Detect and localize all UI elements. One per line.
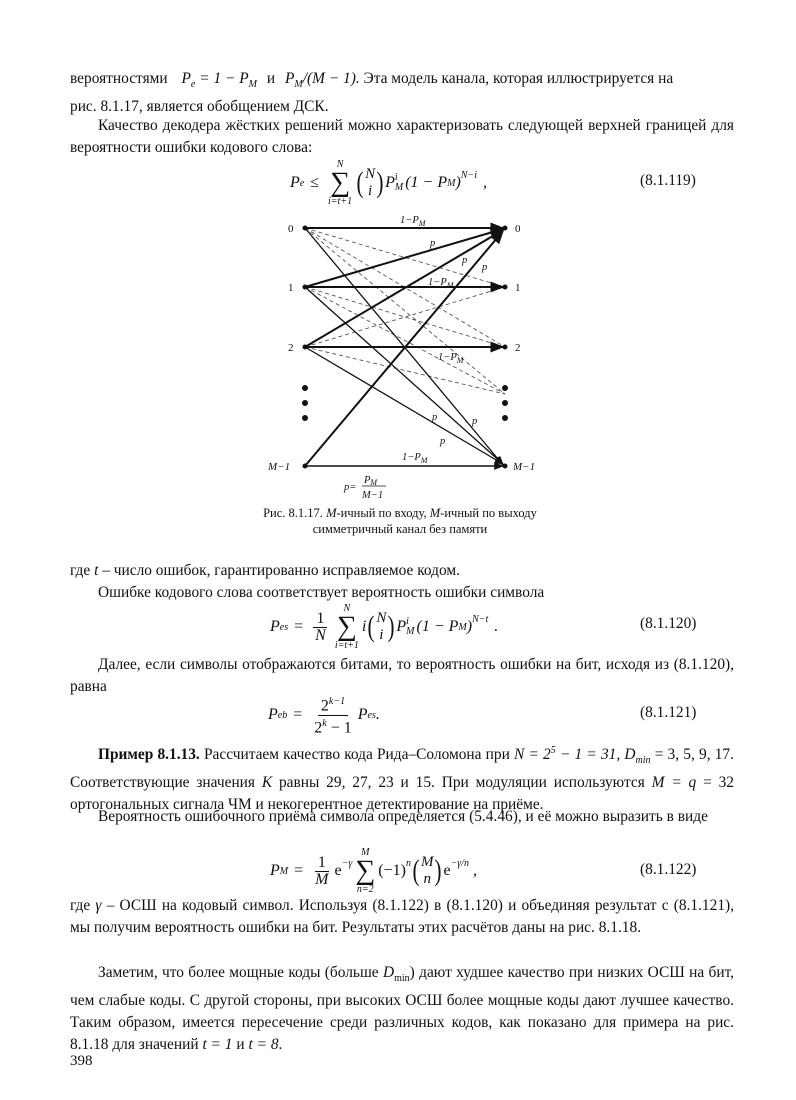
math-op: = [294, 618, 304, 635]
dashed-transitions [305, 228, 505, 394]
text-span: вероятностями [70, 70, 168, 87]
label-p2: p [462, 255, 468, 266]
math-op: ≤ [310, 174, 320, 191]
math-sub: M [248, 79, 257, 91]
math-expr: (1 − P [405, 174, 448, 191]
sum-symbol: M ∑ n=2 [355, 847, 376, 895]
math-sub: M [394, 182, 404, 193]
math-var: P [290, 174, 300, 191]
math-var: t [94, 562, 99, 579]
node-left-m: M−1 [268, 461, 291, 473]
equation-8-1-119 [290, 158, 487, 208]
equation-number: (8.1.120) [640, 615, 697, 632]
text-span: равны 29, 27, 23 и 15. При модуляции используются [278, 774, 645, 792]
node-left-0: 0 [288, 223, 294, 235]
paragraph-quality: Качество декодера жёстких решений можно характеризовать следующей верхней границей для вероятности ошибки кодового слова: [70, 117, 734, 156]
math-expr: = 32 [703, 774, 734, 792]
math-expr: t = 1 [202, 1036, 233, 1054]
math-expr: /(M − 1). [302, 70, 360, 87]
channel-diagram [260, 214, 550, 504]
equation-number: (8.1.121) [640, 704, 697, 721]
text-span: – ОСШ на кодовый символ. Используя (8.1.122) в (8.1.120) и объединяя результат с (8.1.121), мы получим вероятность ошибки на бит. Результаты этих расчётов даны на рис. 8.1.18. [70, 897, 734, 936]
math-expr: − 1 [330, 718, 352, 736]
sum-upper: N [336, 159, 344, 170]
binomial: ( N i ) [356, 166, 384, 199]
binom-bottom: i [368, 183, 373, 199]
paragraph-symbol-prob: Вероятность ошибочного приёма символа определяется (5.4.46), и её можно выразить в виде [98, 808, 708, 825]
label-mid2: $1-P_M$ [438, 352, 464, 365]
label-p-def-num: PM [364, 475, 378, 487]
math-sup: k [322, 717, 327, 729]
sum-upper: N [343, 603, 351, 614]
math-sup: i [406, 616, 409, 627]
node-left-1: 1 [288, 282, 294, 294]
binom-top: M [420, 854, 434, 870]
text-span: и [236, 1036, 245, 1054]
math-op: = [293, 706, 303, 723]
math-sup: N−i [460, 169, 477, 181]
math-sub: M [447, 177, 456, 189]
paragraph-t-definition [70, 560, 734, 582]
node-right-m: M−1 [513, 461, 536, 473]
text-span: ортогональных сигнала ЧМ и некогерентное детектирование на приёме. [70, 796, 544, 814]
math-expr: . [375, 706, 380, 723]
label-p-def: p= [344, 482, 357, 493]
label-p5: p [472, 416, 478, 427]
binomial: ( N i ) [367, 610, 395, 643]
caption-text: Рис. 8.1.17. [263, 506, 323, 520]
text-span: – число ошибок, гарантированно исправляемое кодом. [102, 562, 460, 579]
math-expr: ) [466, 618, 473, 635]
node-right-2: 2 [515, 342, 521, 354]
binomial: ( M n ) [412, 854, 442, 887]
binom-bottom: i [379, 627, 384, 643]
node-left-2: 2 [288, 342, 294, 354]
label-mid1: $1-P_M$ [428, 277, 454, 290]
math-sup: −γ/n [450, 857, 470, 869]
fraction [311, 694, 354, 736]
math-expr: e [334, 862, 342, 879]
math-sup: −γ [341, 857, 353, 869]
edge-1-m [305, 287, 503, 464]
math-sub: es [279, 621, 289, 633]
label-p1: p [430, 238, 436, 249]
text-span: где [70, 897, 91, 914]
math-sub: e [299, 177, 305, 189]
math-expr: (1 − P [416, 618, 459, 635]
frac-den: M [315, 870, 329, 888]
math-expr: , [483, 174, 487, 191]
math-var: D [382, 964, 395, 981]
sum-upper: M [361, 847, 370, 858]
math-sup: k−1 [328, 696, 346, 708]
sum-symbol: N ∑ i=t+1 [328, 159, 353, 207]
math-sup: 5 [550, 745, 556, 756]
equation-8-1-122 [270, 846, 477, 896]
math-expr: (−1) [378, 862, 406, 879]
caption-text: -ичный по выходу [440, 506, 537, 520]
math-expr: , [473, 862, 478, 879]
math-expr: t = 8 [248, 1036, 279, 1054]
label-p4: p [432, 412, 438, 423]
math-var: γ [95, 897, 102, 914]
label-p3: p [482, 262, 488, 273]
math-expr: . [494, 618, 499, 635]
edge-2-0 [305, 230, 503, 347]
math-var: P [270, 618, 280, 635]
equation-8-1-121 [268, 692, 380, 738]
paragraph-intro [70, 68, 734, 118]
caption-var: M [326, 506, 337, 520]
math-sub: M [458, 621, 467, 633]
figure-caption [150, 505, 650, 537]
main-transitions [305, 228, 503, 466]
math-sub: e [190, 79, 196, 91]
math-var: P [357, 706, 368, 723]
equation-number: (8.1.122) [640, 861, 697, 878]
math-var: D [624, 746, 636, 764]
text-span: Рассчитаем качество кода Рида–Соломона при [203, 746, 510, 764]
math-sub: es [367, 709, 376, 721]
text-span: где [70, 562, 91, 579]
sum-lower: i=t+1 [328, 196, 353, 207]
text-span: ) дают худшее качество при низких ОСШ на бит, чем слабые коды. С другой стороны, при высоких ОСШ более мощные коды дают лучшее качество. Таким образом, имеется пересечение среди различных кодов, как показано для примера на рис. 8.1.18 для значений [70, 964, 734, 1054]
frac-den: 2 [314, 718, 323, 736]
text-span: Соответствующие значения [70, 774, 256, 792]
math-expr: − 1 = 31, [559, 746, 621, 764]
text-span: . [278, 1036, 283, 1054]
math-sub: min [394, 973, 410, 985]
math-sup: n [405, 857, 411, 869]
math-sub: M [294, 79, 303, 91]
sum-symbol: N ∑ i=t+1 [334, 603, 359, 651]
math-var: K [261, 774, 273, 792]
label-bottom: $1-P_M$ [402, 452, 428, 465]
text-span: Заметим, что более мощные коды (больше [98, 964, 379, 981]
example-heading: Пример 8.1.13. [98, 746, 200, 764]
caption-text: -ичный по входу, [336, 506, 427, 520]
edge-m-0 [305, 231, 503, 466]
frac-num: 1 [315, 855, 329, 872]
math-expr: = 1 − P [199, 70, 249, 87]
math-sub: min [635, 755, 651, 767]
sum-lower: i=t+1 [334, 640, 359, 651]
math-var: P [284, 70, 295, 87]
paragraph-bit-error: Далее, если символы отображаются битами, то вероятность ошибки на бит, исходя из (8.1.120), равна [70, 656, 734, 695]
math-expr: = 3, 5, 9, 17. [654, 746, 734, 764]
frac-num: 2 [320, 697, 329, 715]
math-var: P [270, 862, 280, 879]
example-8-1-13 [70, 740, 734, 816]
paragraph-symbol-error: Ошибке кодового слова соответствует вероятность ошибки символа [98, 584, 545, 601]
edge-1-0 [305, 229, 503, 287]
math-expr: ) [455, 174, 461, 191]
math-var: P [396, 618, 407, 635]
binom-top: N [365, 166, 376, 182]
math-sub: eb [277, 709, 288, 721]
node-right-1: 1 [515, 282, 521, 294]
math-expr: e [443, 862, 451, 879]
fraction [312, 611, 329, 644]
fraction [312, 855, 331, 888]
sum-lower: n=2 [356, 884, 374, 895]
math-sub: M [279, 865, 289, 877]
text-span: Эта модель канала, которая иллюстрируется на [363, 70, 674, 87]
binom-top: N [376, 610, 387, 626]
math-var: i [361, 618, 367, 635]
paragraph-crossover [70, 962, 734, 1056]
math-var: P [385, 174, 395, 191]
node-right-0: 0 [515, 223, 521, 235]
math-var: P [268, 706, 278, 723]
binom-bottom: n [423, 871, 431, 887]
paragraph-gamma [70, 895, 734, 939]
equation-8-1-120 [270, 602, 498, 652]
math-sup: i [394, 172, 398, 183]
label-p-def-den: M−1 [362, 490, 384, 501]
math-expr: M = q [651, 774, 697, 792]
edge-2-m [305, 347, 503, 464]
frac-den: N [315, 626, 326, 644]
math-expr: N = 2 [514, 746, 551, 764]
math-sup: N−t [472, 613, 489, 625]
equation-number: (8.1.119) [640, 172, 696, 189]
text-span: рис. 8.1.17, является обобщением ДСК. [70, 98, 329, 116]
text-span: и [266, 70, 276, 87]
caption-text: симметричный канал без памяти [312, 522, 488, 536]
caption-var: M [429, 506, 441, 520]
label-top: $1-P_M$ [400, 215, 426, 228]
math-op: = [294, 862, 304, 879]
label-p6: p [440, 436, 446, 447]
frac-num: 1 [313, 611, 327, 628]
page-number: 398 [70, 1053, 93, 1069]
math-var: P [181, 70, 191, 87]
math-sub: M [406, 626, 415, 637]
